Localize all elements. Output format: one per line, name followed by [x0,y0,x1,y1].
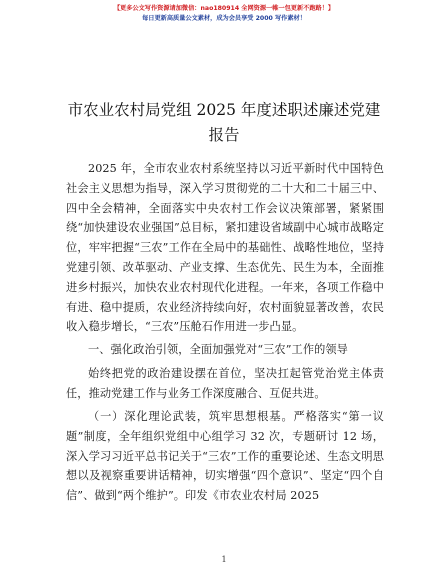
promo-banner [0,4,448,24]
promo-banner-line1: 【更多公文写作资源请加微信：nao180914 全网资源一帷一包更新不跑路！】 [113,5,335,12]
page-number: 1 [221,555,227,564]
paragraph-section-1: 始终把党的政治建设摆在首位，坚决扛起管党治党主体责任，推动党建工作与业务工作深度融合、互促共进。 [66,367,384,400]
paragraph-intro: 2025 年，全市农业农村系统坚持以习近平新时代中国特色社会主义思想为指导，深入学习贯彻党的二十大和二十届三中、四中全会精神，全面落实中央农村工作会议决策部署，紧紧围绕“加快建设农业强国”总目标，紧扣建设省域副中心城市战略定位，牢牢把握“三农”工作在全局中的基础性、战略性地位，坚持党建引领、改革驱动、产业支撑、生态优先、民生为本，全面推进乡村振兴，加快农业农村现代化进程。一年来，各项工作稳中有进、稳中提质，农业经济持续向好，农村面貌显著改善，农民收入稳步增长，“三农”压舱石作用进一步凸显。 [66,162,384,334]
section-heading-1: 一、强化政治引领，全面加强党对“三农”工作的领导 [88,343,348,356]
promo-banner-line2: 每日更新高质量公文素材，成为会员享受 2000 写作素材！ [142,15,306,22]
paragraph-subsection-1: （一）深化理论武装，筑牢思想根基。严格落实“第一议题”制度，全年组织党组中心组学习 32 次，专题研讨 12 场，深入学习习近平总书记关于“三农”工作的重要论述、生态文明思想以及视察重要讲话精神，切实增强“四个意识”、坚定“四个自信”、做到“两个维护”。印发《市农业农村局 2025 [66,410,384,503]
document-title: 市农业农村局党组 2025 年度述职述廉述党建报告 [67,101,381,144]
